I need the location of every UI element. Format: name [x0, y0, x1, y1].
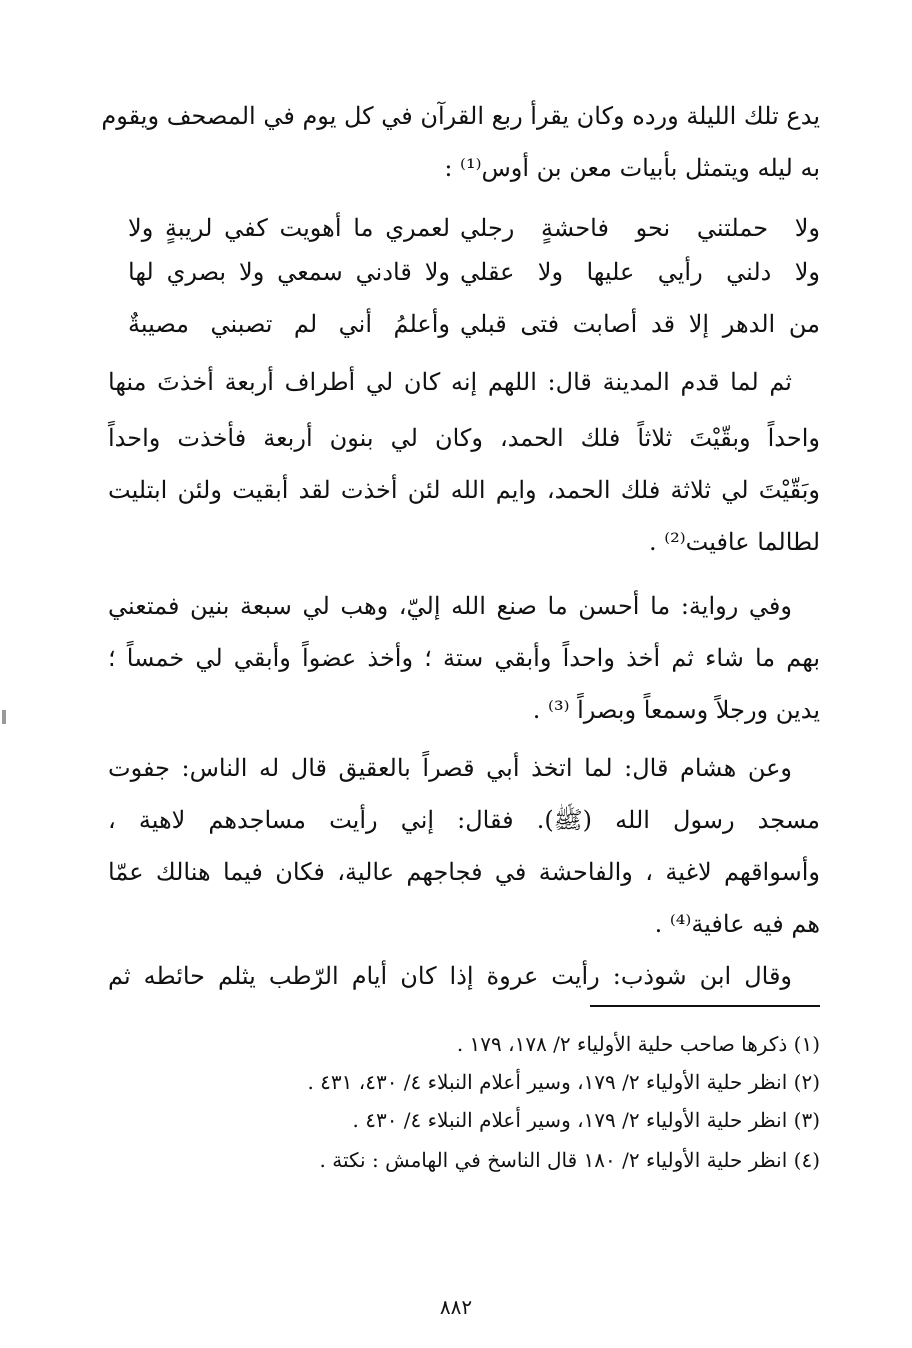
scan-edge-mark [2, 710, 6, 724]
text-line: وأسواقهم لاغية ، والفاحشة في فجاجهم عالية، فكان فيما هنالك عمّا [108, 858, 820, 886]
page-number: ٨٨٢ [439, 1295, 473, 1319]
text-line: بهم ما شاء ثم أخذ واحداً وأبقي ستة ؛ وأخذ عضواً وأبقي لي خمساً ؛ [108, 644, 820, 672]
text-line: لطالما عافيت⁽²⁾ . [648, 528, 820, 556]
footnote: (١) ذكرها صاحب حلية الأولياء ٢/ ١٧٨، ١٧٩ . [456, 1032, 820, 1056]
paragraph-hisham [108, 742, 820, 950]
text-line: يدين ورجلاً وسمعاً وبصراً ⁽³⁾ . [532, 696, 820, 724]
verse-first-hemistich: وأعلمُ أني لم تصبني مصيبةٌ [128, 310, 450, 338]
paragraph-medina [108, 356, 820, 564]
text-line: به ليله ويتمثل بأبيات معن بن أوس⁽¹⁾ : [444, 154, 820, 182]
paragraph-riwaya [108, 580, 820, 736]
text-line: وقال ابن شوذب: رأيت عروة إذا كان أيام الرّطب يثلم حائطه ثم [108, 962, 793, 990]
paragraph-intro [101, 90, 820, 194]
verse-second-hemistich: ولا حملتني نحو فاحشةٍ رجلي [460, 214, 820, 242]
text-line: واحداً وبقّيْتَ ثلاثاً فلك الحمد، وكان لي بنون أربعة فأخذت واحداً [108, 424, 820, 452]
verse-second-hemistich: ولا دلني رأيي عليها ولا عقلي [460, 258, 820, 286]
text-line: ثم لما قدم المدينة قال: اللهم إنه كان لي أطراف أربعة أخذتَ منها [108, 368, 792, 396]
footnote: (٤) انظر حلية الأولياء ٢/ ١٨٠ قال الناسخ في الهامش : نكتة . [319, 1148, 820, 1172]
paragraph-shawdhab [108, 950, 820, 1002]
text-line: وبَقّيْتَ لي ثلاثة فلك الحمد، وايم الله لئن أخذت لقد أبقيت ولئن ابتليت [108, 476, 820, 504]
footnote: (٣) انظر حلية الأولياء ٢/ ١٧٩، وسير أعلام النبلاء ٤/ ٤٣٠ . [352, 1108, 820, 1132]
text-line: وفي رواية: ما أحسن ما صنع الله إليّ، وهب لي سبعة بنين فمتعني [108, 592, 792, 620]
footnote-divider [590, 1005, 820, 1007]
text-line: وعن هشام قال: لما اتخذ أبي قصراً بالعقيق قال له الناس: جفوت [108, 754, 792, 782]
text-line: مسجد رسول الله (ﷺ). فقال: إني رأيت مساجدهم لاهية ، [108, 806, 820, 834]
verse-first-hemistich: ولا قادني سمعي ولا بصري لها [128, 258, 450, 286]
text-line: يدع تلك الليلة ورده وكان يقرأ ربع القرآن في كل يوم في المصحف ويقوم [101, 102, 820, 130]
verse-second-hemistich: من الدهر إلا قد أصابت فتى قبلي [460, 310, 820, 338]
verse-first-hemistich: لعمري ما أهويت كفي لريبةٍ ولا [128, 214, 450, 242]
text-line: هم فيه عافية⁽⁴⁾ . [654, 910, 820, 938]
footnote: (٢) انظر حلية الأولياء ٢/ ١٧٩، وسير أعلام النبلاء ٤/ ٤٣٠، ٤٣١ . [307, 1070, 820, 1094]
